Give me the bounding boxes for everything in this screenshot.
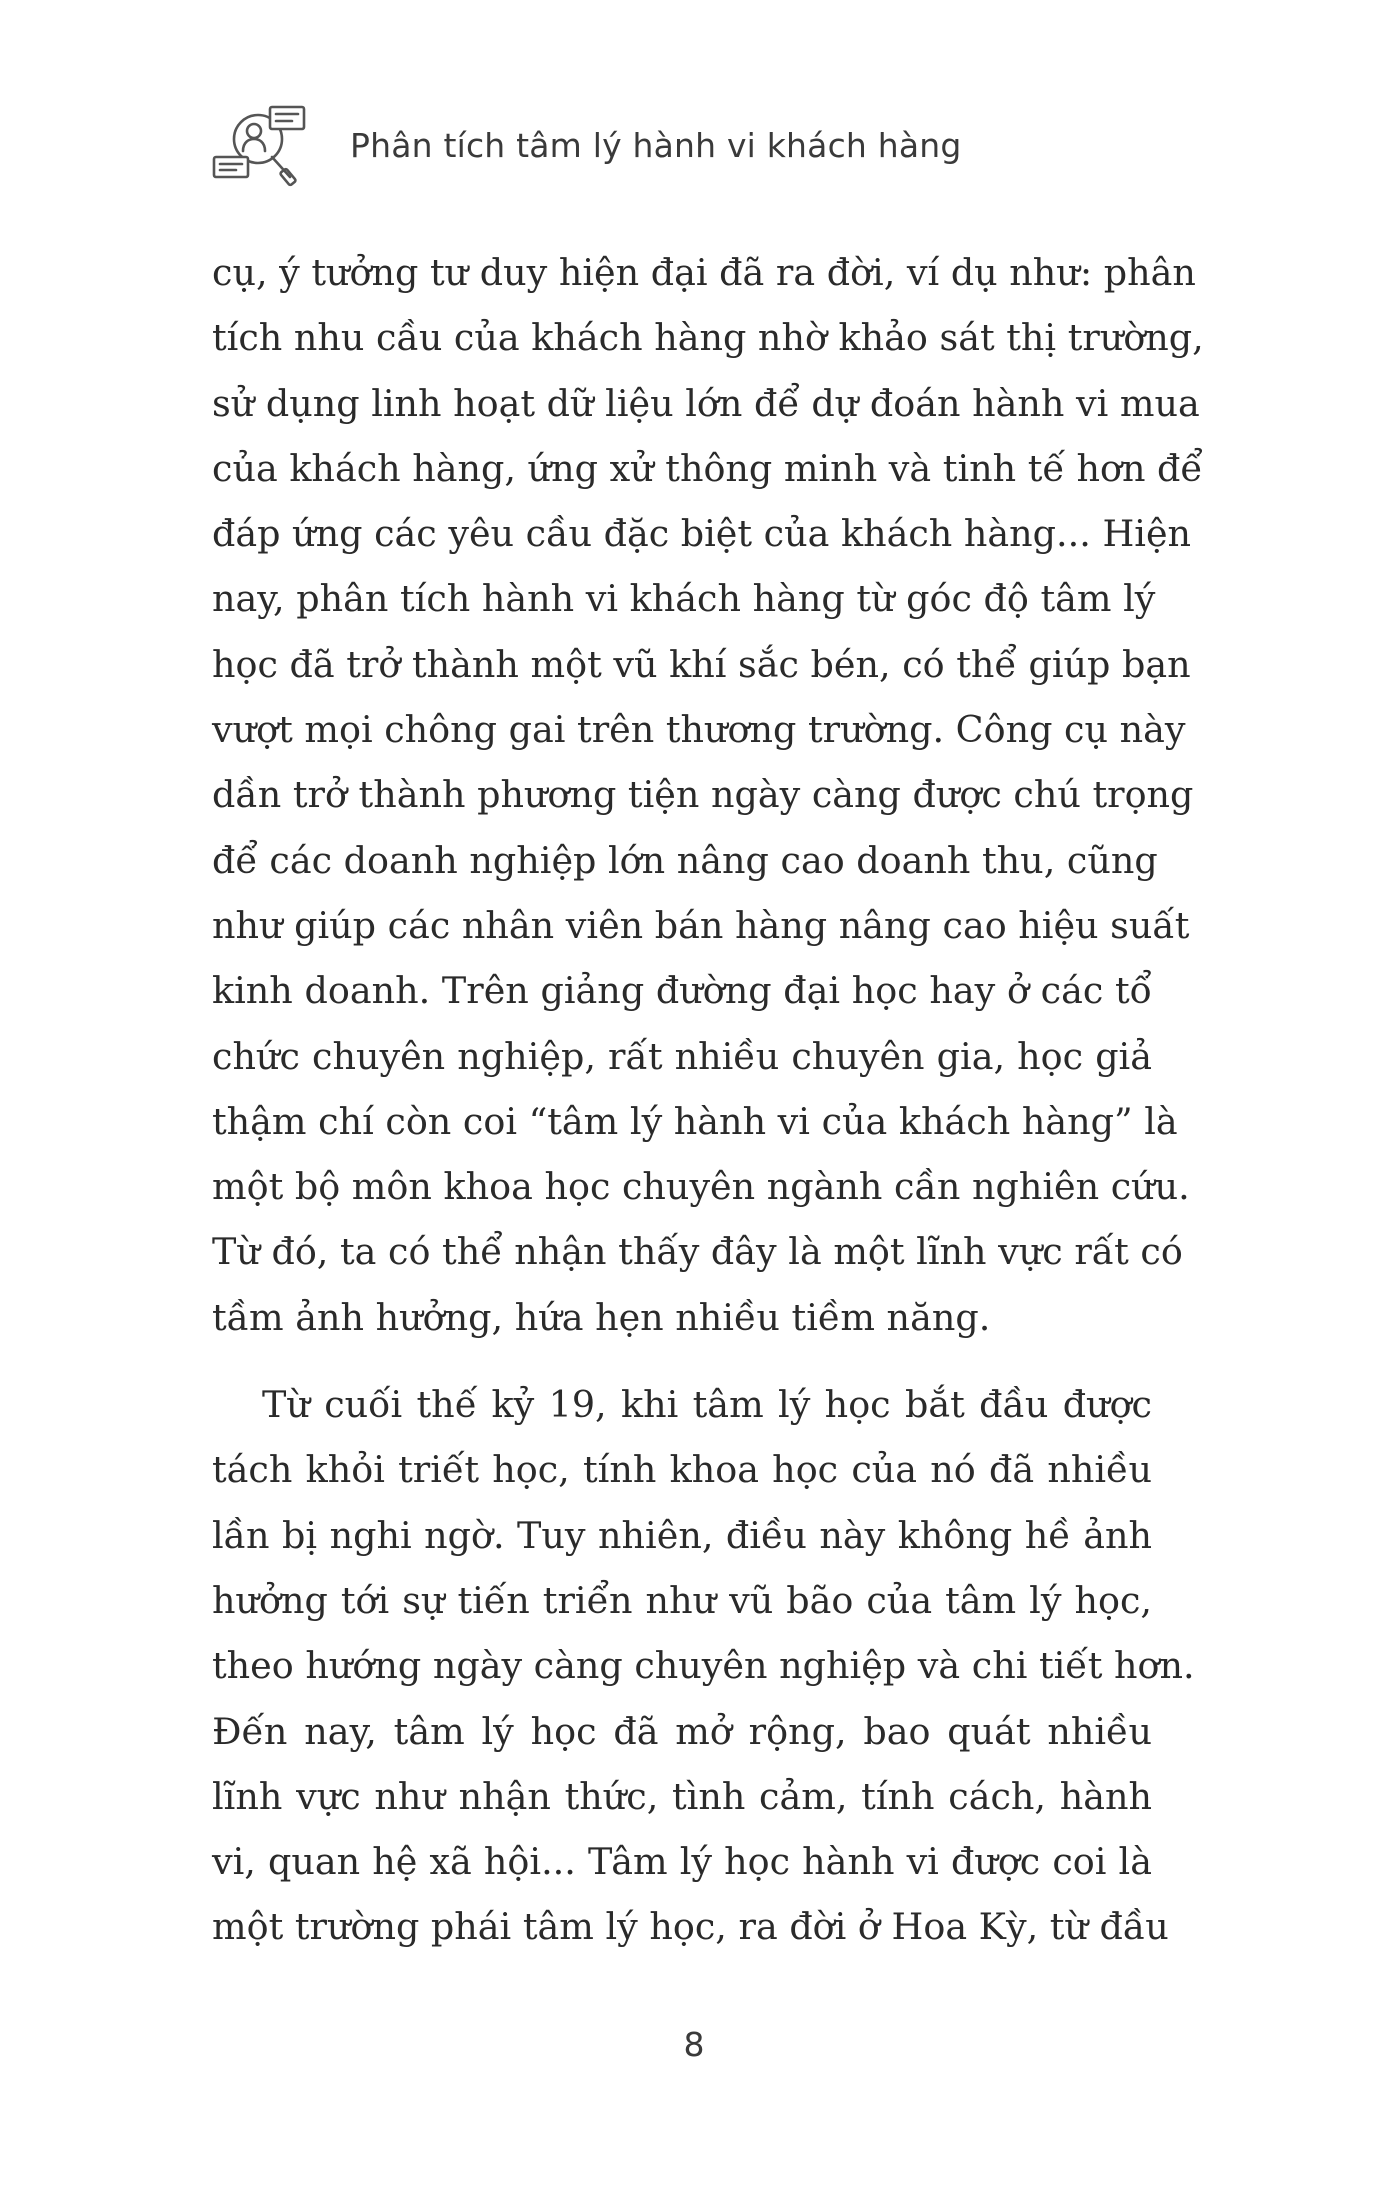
text-line: tầm ảnh hưởng, hứa hẹn nhiều tiềm năng. xyxy=(212,1295,991,1339)
text-line: học đã trở thành một vũ khí sắc bén, có thể giúp bạn xyxy=(212,642,1191,686)
running-header-title: Phân tích tâm lý hành vi khách hàng xyxy=(350,125,962,165)
page-number: 8 xyxy=(683,2025,705,2064)
text-line: của khách hàng, ứng xử thông minh và tinh tế hơn để xyxy=(212,446,1203,490)
text-line: lần bị nghi ngờ. Tuy nhiên, điều này không hề ảnh xyxy=(212,1513,1152,1557)
text-line: Đến nay, tâm lý học đã mở rộng, bao quát nhiều xyxy=(212,1709,1152,1753)
text-line: để các doanh nghiệp lớn nâng cao doanh thu, cũng xyxy=(212,838,1158,882)
text-line: dần trở thành phương tiện ngày càng được chú trọng xyxy=(212,773,1194,817)
paragraph-2 xyxy=(212,1372,1195,1960)
text-line: hưởng tới sự tiến triển như vũ bão của tâm lý học, xyxy=(212,1578,1152,1622)
text-line: sử dụng linh hoạt dữ liệu lớn để dự đoán hành vi mua xyxy=(212,381,1200,425)
text-line: tích nhu cầu của khách hàng nhờ khảo sát thị trường, xyxy=(212,316,1204,360)
text-line: một bộ môn khoa học chuyên ngành cần nghiên cứu. xyxy=(212,1165,1190,1209)
text-line: đáp ứng các yêu cầu đặc biệt của khách hàng... Hiện xyxy=(212,512,1192,556)
text-line: nay, phân tích hành vi khách hàng từ góc độ tâm lý xyxy=(212,577,1156,621)
paragraph-1 xyxy=(212,240,1204,1350)
text-line: Từ đó, ta có thể nhận thấy đây là một lĩnh vực rất có xyxy=(212,1230,1183,1274)
text-line: thậm chí còn coi “tâm lý hành vi của khách hàng” là xyxy=(212,1099,1178,1143)
body-text xyxy=(212,240,1204,1960)
text-line: kinh doanh. Trên giảng đường đại học hay ở các tổ xyxy=(212,969,1152,1013)
text-line: cụ, ý tưởng tư duy hiện đại đã ra đời, ví dụ như: phân xyxy=(212,251,1196,294)
customer-analysis-icon xyxy=(210,95,310,195)
paragraph-gap xyxy=(212,1350,1152,1372)
text-line: vượt mọi chông gai trên thương trường. Công cụ này xyxy=(212,708,1186,752)
text-line: một trường phái tâm lý học, ra đời ở Hoa Kỳ, từ đầu xyxy=(212,1905,1169,1949)
text-line: chức chuyên nghiệp, rất nhiều chuyên gia, học giả xyxy=(212,1034,1152,1078)
text-line: tách khỏi triết học, tính khoa học của nó đã nhiều xyxy=(212,1448,1152,1492)
running-header xyxy=(210,95,962,195)
text-line: lĩnh vực như nhận thức, tình cảm, tính cách, hành xyxy=(212,1774,1152,1818)
text-line: Từ cuối thế kỷ 19, khi tâm lý học bắt đầu được xyxy=(262,1383,1152,1427)
text-line: theo hướng ngày càng chuyên nghiệp và chi tiết hơn. xyxy=(212,1644,1195,1688)
text-line: vi, quan hệ xã hội... Tâm lý học hành vi được coi là xyxy=(212,1840,1152,1884)
text-line: như giúp các nhân viên bán hàng nâng cao hiệu suất xyxy=(212,903,1190,947)
